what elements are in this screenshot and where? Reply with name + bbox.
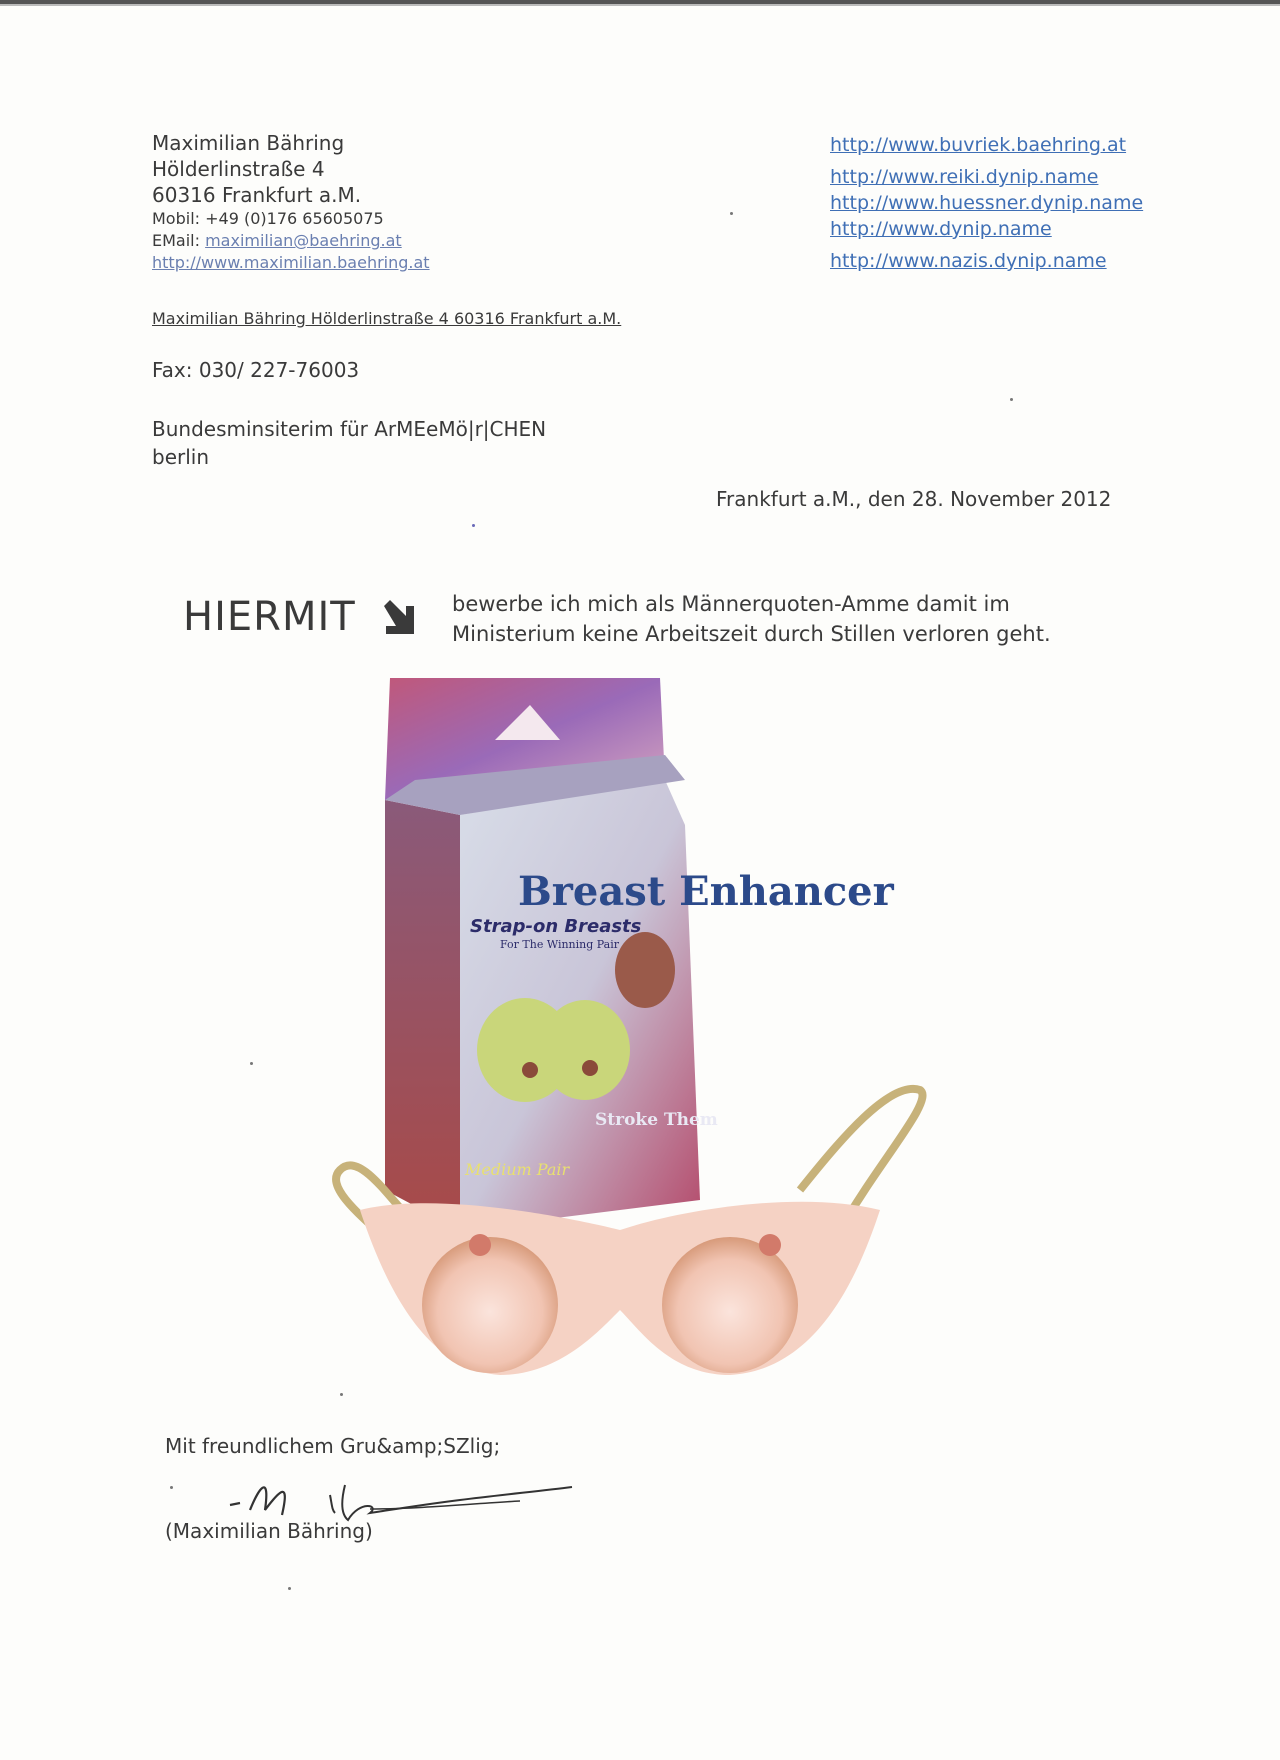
fax-number: Fax: 030/ 227-76003: [152, 358, 360, 382]
link-list: [830, 132, 1143, 274]
breast-cup-left: [422, 1237, 558, 1373]
closing-line: Mit freundlichem Gru&amp;SZlig;: [165, 1434, 501, 1458]
recipient-block: [152, 415, 546, 471]
cup-tip-left: [469, 1234, 491, 1256]
sender-name: Maximilian Bähring: [152, 131, 345, 155]
box-brand-text: Breast Enhancer: [518, 868, 894, 915]
box-illustration-right: [540, 1000, 630, 1100]
link-huessner[interactable]: http://www.huessner.dynip.name: [830, 192, 1144, 214]
recipient-line-2: berlin: [152, 445, 210, 469]
cup-tip-right: [759, 1234, 781, 1256]
sender-email-line: [152, 230, 430, 252]
return-address: Maximilian Bähring Hölderlinstraße 4 60316 Frankfurt a.M.: [152, 309, 622, 328]
sender-block: [152, 130, 430, 274]
signature-surname: [330, 1485, 572, 1520]
scan-speck: [340, 1393, 343, 1396]
sender-email-label: EMail:: [152, 231, 206, 250]
box-side-panel: [385, 800, 460, 1230]
application-line-2: Ministerium keine Arbeitszeit durch Stillen verloren geht.: [452, 622, 1051, 646]
sender-street: Hölderlinstraße 4: [152, 157, 325, 181]
link-nazis[interactable]: http://www.nazis.dynip.name: [830, 250, 1107, 272]
box-tagline-text: For The Winning Pair: [500, 938, 620, 951]
scan-speck: [730, 212, 733, 215]
box-slogan-text: Stroke Them: [595, 1110, 718, 1130]
scan-speck: [170, 1486, 173, 1489]
box-illustration-dot-right: [582, 1060, 598, 1076]
scan-speck: [1010, 398, 1013, 401]
link-reiki[interactable]: http://www.reiki.dynip.name: [830, 166, 1099, 188]
sender-website-link[interactable]: http://www.maximilian.baehring.at: [152, 253, 430, 272]
box-size-text: Medium Pair: [465, 1160, 570, 1179]
box-subtitle-text: Strap-on Breasts: [470, 916, 642, 937]
arrow-down-right-icon: [380, 600, 416, 636]
link-dynip[interactable]: http://www.dynip.name: [830, 218, 1052, 240]
sender-email-link[interactable]: maximilian@baehring.at: [205, 231, 402, 250]
link-buvriek[interactable]: http://www.buvriek.baehring.at: [830, 134, 1127, 156]
signature-initial-m: [230, 1487, 285, 1515]
scan-edge-shadow: [0, 4, 1280, 6]
sender-city: 60316 Frankfurt a.M.: [152, 183, 362, 207]
sender-mobile: Mobil: +49 (0)176 65605075: [152, 209, 384, 228]
scan-speck: [472, 524, 475, 527]
box-illustration-dot-left: [522, 1062, 538, 1078]
breast-cup-right: [662, 1237, 798, 1373]
recipient-line-1: Bundesminsiterim für ArMEeMö|r|CHEN: [152, 417, 547, 441]
letter-date: Frankfurt a.M., den 28. November 2012: [716, 487, 1112, 511]
signature-name: (Maximilian Bähring): [165, 1519, 373, 1543]
hiermit-heading: HIERMIT: [183, 594, 356, 640]
scan-speck: [250, 1062, 253, 1065]
application-line-1: bewerbe ich mich als Männerquoten-Amme damit im: [452, 592, 1010, 616]
product-image: [320, 670, 940, 1390]
box-illustration-face: [615, 932, 675, 1008]
application-text: [452, 589, 1051, 649]
scan-speck: [288, 1587, 291, 1590]
